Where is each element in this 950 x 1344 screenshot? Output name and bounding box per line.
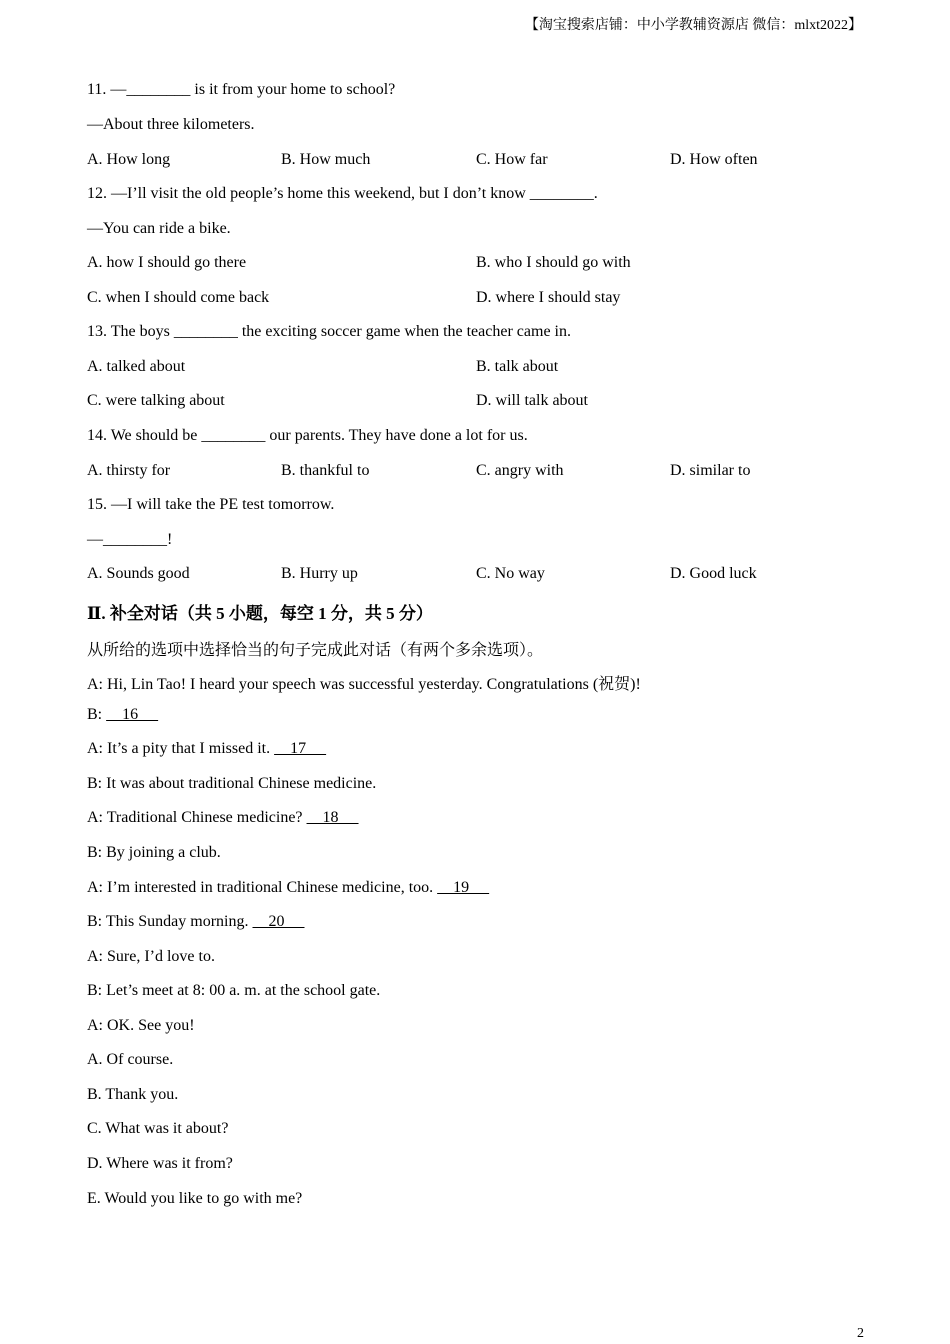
dialogue-line (87, 948, 215, 966)
q13-stem: 13. The boys ________ the exciting soccer game when the teacher came in. (87, 323, 571, 340)
q11-reply: —About three kilometers. (87, 116, 255, 133)
choice-c: C. What was it about? (87, 1120, 229, 1137)
q14-option-a: A. thirsty for (87, 462, 171, 479)
dialogue-line (87, 844, 221, 862)
answer-blank-20: 20 (252, 913, 305, 930)
dialogue-line (87, 809, 359, 827)
q12-stem: 12. —I’ll visit the old people’s home this weekend, but I don’t know ________. (87, 185, 598, 202)
answer-blank-18: 18 (306, 809, 359, 826)
q14-option-b: B. thankful to (281, 462, 370, 479)
dialogue-text: A: Sure, I’d love to. (87, 948, 215, 965)
q12-option-a: A. how I should go there (87, 254, 247, 271)
dialogue-text: A: Traditional Chinese medicine? (87, 809, 307, 826)
page-header: 【淘宝搜索店铺：中小学教辅资源店 微信：mlxt2022】 (524, 18, 862, 33)
choice-b: B. Thank you. (87, 1086, 179, 1103)
q11-stem: 11. —________ is it from your home to school? (87, 81, 396, 98)
q15-option-c: C. No way (476, 565, 545, 582)
q12-option-b: B. who I should go with (476, 254, 631, 271)
answer-blank-16: 16 (106, 706, 159, 723)
choice-e: E. Would you like to go with me? (87, 1190, 303, 1207)
dialogue-text: A: It’s a pity that I missed it. (87, 740, 275, 757)
q11-option-b: B. How much (281, 151, 371, 168)
dialogue-line (87, 740, 326, 758)
q13-option-d: D. will talk about (476, 392, 588, 409)
answer-blank-19: 19 (437, 879, 490, 896)
dialogue-text: B: It was about traditional Chinese medicine. (87, 775, 377, 792)
q11-option-c: C. How far (476, 151, 548, 168)
dialogue-line (87, 671, 641, 694)
q15-option-b: B. Hurry up (281, 565, 358, 582)
q15-option-a: A. Sounds good (87, 565, 190, 582)
q14-option-d: D. similar to (670, 462, 751, 479)
dialogue-text: B: (87, 706, 107, 723)
q13-option-b: B. talk about (476, 358, 559, 375)
q14-option-c: C. angry with (476, 462, 564, 479)
q15-stem: 15. —I will take the PE test tomorrow. (87, 496, 335, 513)
q12-reply: —You can ride a bike. (87, 220, 231, 237)
q13-option-a: A. talked about (87, 358, 186, 375)
dialogue-line (87, 706, 158, 724)
answer-blank-17: 17 (274, 740, 327, 757)
section-title: Ⅱ. 补全对话（共 5 小题，每空 1 分，共 5 分） (87, 604, 433, 623)
q12-option-d: D. where I should stay (476, 289, 621, 306)
dialogue-text: B: This Sunday morning. (87, 913, 253, 930)
dialogue-line (87, 1017, 195, 1035)
dialogue-text: B: Let’s meet at 8: 00 a. m. at the school gate. (87, 982, 381, 999)
q11-option-d: D. How often (670, 151, 758, 168)
q12-option-c: C. when I should come back (87, 289, 270, 306)
dialogue-text: A: Hi, Lin Tao! I heard your speech was successful yesterday. Congratulations (祝贺)! (87, 676, 641, 693)
page-number: 2 (857, 1326, 864, 1341)
dialogue-line (87, 982, 380, 1000)
q13-option-c: C. were talking about (87, 392, 225, 409)
dialogue-line (87, 879, 489, 897)
section-instruction: 从所给的选项中选择恰当的句子完成此对话（有两个多余选项）。 (87, 642, 544, 659)
q15-reply: —________! (87, 531, 173, 548)
choice-a: A. Of course. (87, 1051, 174, 1068)
q14-stem: 14. We should be ________ our parents. They have done a lot for us. (87, 427, 528, 444)
q11-option-a: A. How long (87, 151, 171, 168)
dialogue-line (87, 913, 305, 931)
choice-d: D. Where was it from? (87, 1155, 233, 1172)
dialogue-text: A: I’m interested in traditional Chinese medicine, too. (87, 879, 438, 896)
dialogue-text: B: By joining a club. (87, 844, 221, 861)
dialogue-line (87, 775, 376, 793)
dialogue-text: A: OK. See you! (87, 1017, 195, 1034)
q15-option-d: D. Good luck (670, 565, 757, 582)
